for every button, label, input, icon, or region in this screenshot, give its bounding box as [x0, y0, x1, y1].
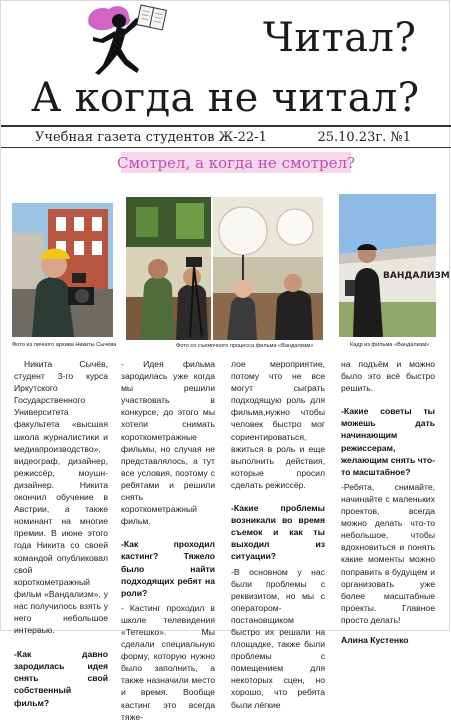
masthead: [1, 1, 451, 129]
photo-lighting-setup: [213, 197, 323, 340]
article-column-2: [121, 358, 215, 723]
subtitle: Учебная газета студентов Ж-22-1: [35, 130, 267, 145]
author-signature: Алина Кустенко: [341, 634, 409, 645]
answer-3-end: на подъём и можно было это всё быстро решить.: [341, 359, 435, 394]
answer-3-start: -В основном у нас были проблемы с реквизитом, но мы с оператором-постановщиком быстро их решали на площадке, также были проблемы с помещением для некоторых сцен, но хорошо, что ребята были лёгкие: [231, 566, 325, 710]
sign-text: ВАНДАЛИЗМ: [383, 271, 450, 281]
section-banner: [116, 152, 356, 173]
photo-filming-set: [126, 197, 211, 340]
photo-caption-1: Фото из личного архива Никиты Сычёва: [12, 342, 117, 348]
reading-runner-icon: [79, 3, 175, 79]
question-1: -Как давно зародилась идея снять свой собственный фильм?: [14, 649, 108, 708]
question-3: -Какие проблемы возникали во время съемок и как ты выходил из ситуации?: [231, 503, 325, 562]
photo-caption-2: Фото со съемочного процесса фильма «Вандализм»: [176, 343, 314, 349]
title-line-2: А когда не читал?: [31, 75, 420, 121]
article-column-1: [14, 358, 108, 712]
subtitle-rule: [1, 147, 451, 148]
masthead-rule: [1, 125, 451, 127]
title-line-1: Читал?: [263, 15, 417, 61]
answer-2-start: - Кастинг проходил в школе телевидения «Тетешко». Мы сделали специальную форму, которую нужно было заполнить, а также назначили место и время. Вообще кастинг это всегда тяже-: [121, 602, 215, 722]
article-column-4: [341, 358, 435, 646]
section-banner-text: Смотрел, а когда не смотрел?: [116, 153, 356, 172]
answer-4: -Ребята, снимайте, начинайте с маленьких проектов, всегда можно делать что-то небольшое, чтобы вдохновиться и понять какие моменты можно поправить в будущем и организовать уже более масштабные проекты. Главное просто делать!: [341, 481, 435, 625]
photo-film-frame: [339, 194, 450, 337]
photo-caption-3: Кадр из фильма «Вандализм»: [350, 342, 430, 348]
article-column-3: [231, 358, 325, 711]
photo-nikita: [12, 203, 113, 337]
question-2: -Как проходил кастинг? Тяжело было найти подходящих ребят на роли?: [121, 539, 215, 598]
intro-paragraph: Никита Сычёв, студент 3-го курса Иркутского Государственного Университета факультета «высшая школа журналистики и медиапроизводство», видеограф, дизайнер, режиссёр, моушн-дизайнер. Никита окончил обучение в Австрии, а также номинант на многие премии. В июне этого года Никита со своей командой опубликовал свой короткометражный фильм «Вандализм», у нас получилось взять у него небольшое интервью.: [14, 359, 108, 636]
question-4: -Какие советы ты можешь дать начинающим режиссерам, желающим снять что-то масштабное?: [341, 406, 435, 477]
issue-date: 25.10.23г. №1: [317, 130, 411, 145]
answer-2-end: лое мероприятие, потому что не все могут сыграть подходящую роль для фильма,нужно чтобы человек быстро мог сориентироваться, вжиться в роль и еще выполнить действия, которые просил сделать режиссёр.: [231, 359, 325, 490]
answer-1: - Идея фильма зародилась уже когда мы решили участвовать в конкурсе, до этого мы хотели снимать короткометражные фильмы, но случая не представлялось, а тут все условия, поэтому с ребятами и решили снять короткометражный фильм.: [121, 359, 215, 527]
